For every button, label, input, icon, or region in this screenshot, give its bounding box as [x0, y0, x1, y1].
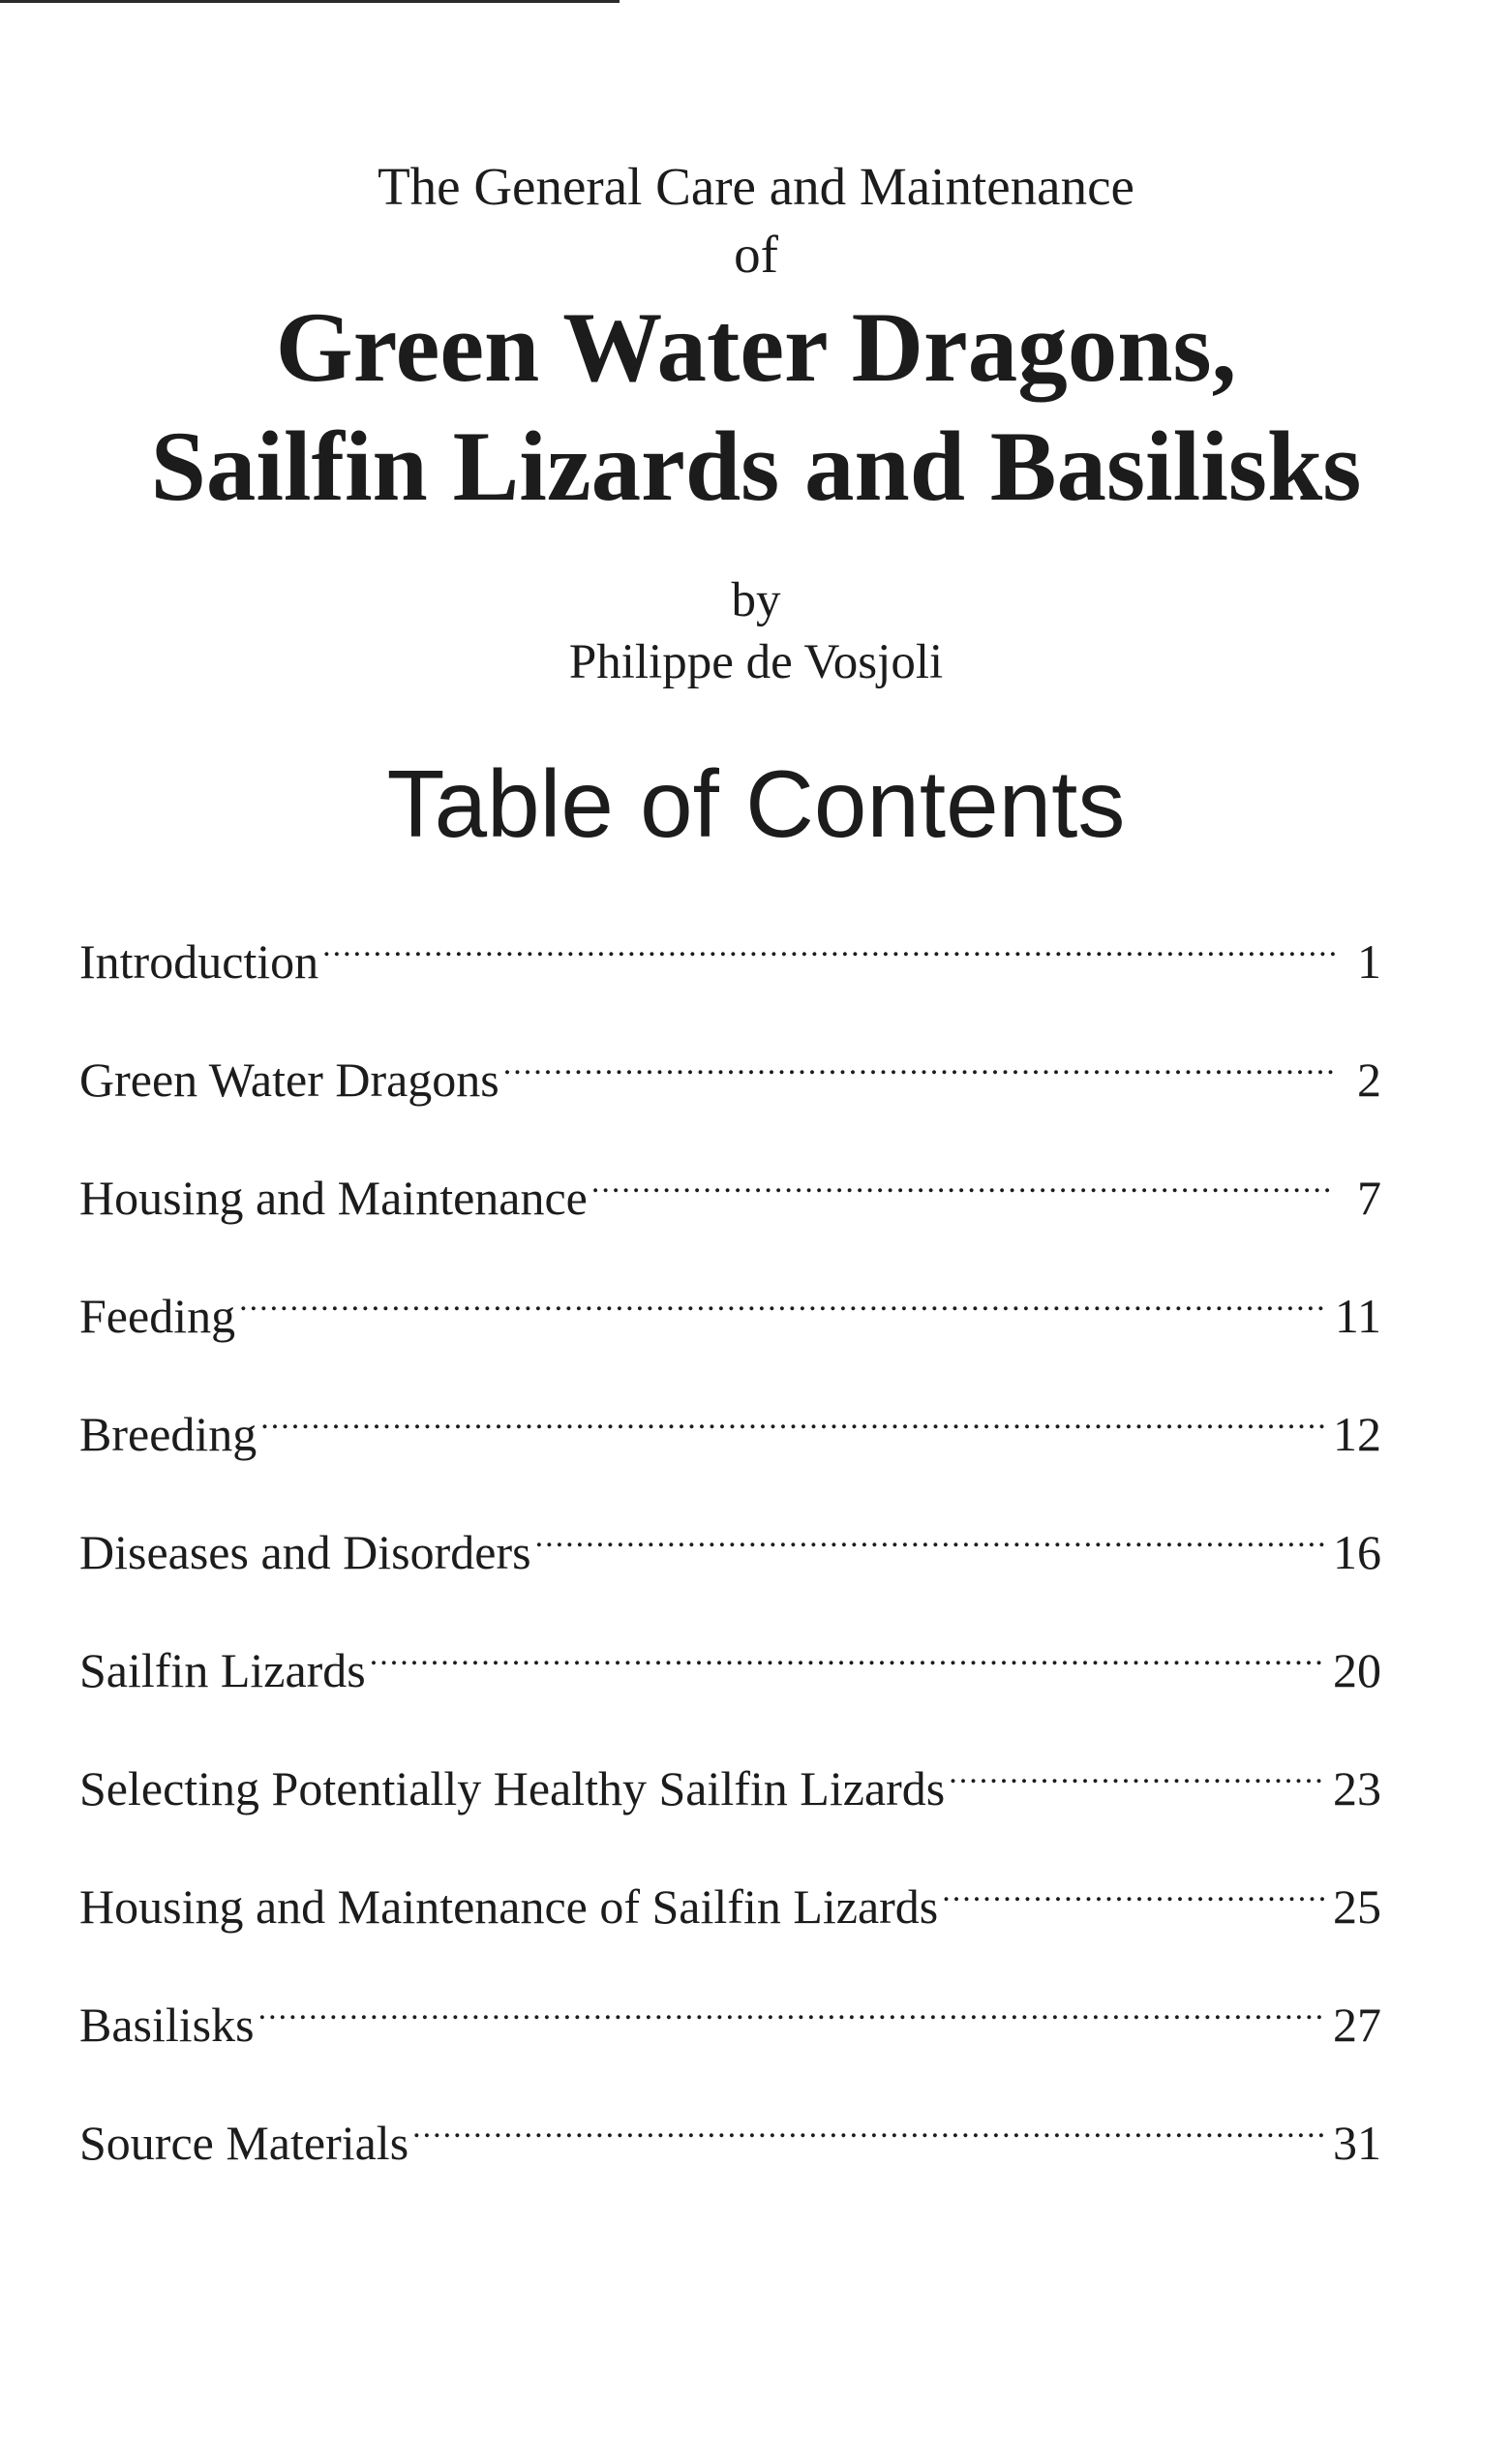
toc-entry-page: 11	[1334, 1289, 1381, 1343]
toc-entry-title: Source Materials	[79, 2116, 409, 2170]
toc-entry	[79, 1964, 1381, 2082]
toc-entry-page: 25	[1333, 1879, 1381, 1934]
book-subtitle	[0, 153, 1512, 289]
toc-dot-leader	[591, 1137, 1335, 1214]
toc-entry	[79, 1491, 1381, 1609]
toc-dot-leader	[260, 1373, 1325, 1450]
book-title	[0, 289, 1512, 527]
top-scan-rule	[0, 0, 620, 3]
toc-entry-title: Breeding	[79, 1407, 257, 1461]
toc-entry-page: 31	[1333, 2116, 1381, 2170]
subtitle-line-1: The General Care and Maintenance	[378, 157, 1134, 216]
title-line-2: Sailfin Lizards and Basilisks	[150, 412, 1362, 522]
toc-entry-title: Feeding	[79, 1289, 236, 1343]
toc-dot-leader	[942, 1846, 1325, 1923]
toc-entry-title: Basilisks	[79, 1998, 255, 2052]
byline	[0, 569, 1512, 693]
toc-entry-title: Introduction	[79, 934, 319, 989]
toc-entry-title: Housing and Maintenance	[79, 1171, 588, 1225]
toc-entry	[79, 2082, 1381, 2200]
toc-entry-title: Selecting Potentially Healthy Sailfin Lizards	[79, 1761, 946, 1815]
toc-entry-title: Sailfin Lizards	[79, 1643, 366, 1697]
toc-entry	[79, 900, 1381, 1019]
toc-entry-page: 20	[1333, 1643, 1381, 1697]
toc-entry	[79, 1255, 1381, 1373]
toc-entry-page: 2	[1357, 1053, 1381, 1107]
toc-dot-leader	[949, 1727, 1325, 1805]
toc-dot-leader	[412, 2082, 1325, 2159]
toc-dot-leader	[239, 1255, 1327, 1332]
author-name: Philippe de Vosjoli	[568, 635, 944, 689]
table-of-contents	[79, 900, 1381, 2200]
toc-heading: Table of Contents	[386, 750, 1126, 857]
toc-entry-page: 12	[1333, 1407, 1381, 1461]
title-line-1: Green Water Dragons,	[275, 292, 1237, 403]
toc-entry-title: Housing and Maintenance of Sailfin Lizards	[79, 1879, 939, 1934]
subtitle-line-2: of	[734, 225, 778, 284]
toc-entry	[79, 1137, 1381, 1255]
toc-dot-leader	[535, 1491, 1325, 1569]
toc-entry	[79, 1019, 1381, 1137]
toc-entry-page: 1	[1357, 934, 1381, 989]
toc-entry	[79, 1609, 1381, 1727]
toc-dot-leader	[503, 1019, 1335, 1096]
toc-entry-page: 16	[1333, 1525, 1381, 1579]
toc-entry-page: 7	[1357, 1171, 1381, 1225]
toc-entry-title: Green Water Dragons	[79, 1053, 499, 1107]
toc-dot-leader	[322, 900, 1335, 978]
byline-by: by	[731, 573, 781, 627]
toc-dot-leader	[258, 1964, 1325, 2041]
toc-entry	[79, 1373, 1381, 1491]
toc-entry-title: Diseases and Disorders	[79, 1525, 531, 1579]
toc-entry-page: 27	[1333, 1998, 1381, 2052]
toc-entry	[79, 1727, 1381, 1846]
toc-entry	[79, 1846, 1381, 1964]
toc-entry-page: 23	[1333, 1761, 1381, 1815]
toc-dot-leader	[370, 1609, 1325, 1687]
